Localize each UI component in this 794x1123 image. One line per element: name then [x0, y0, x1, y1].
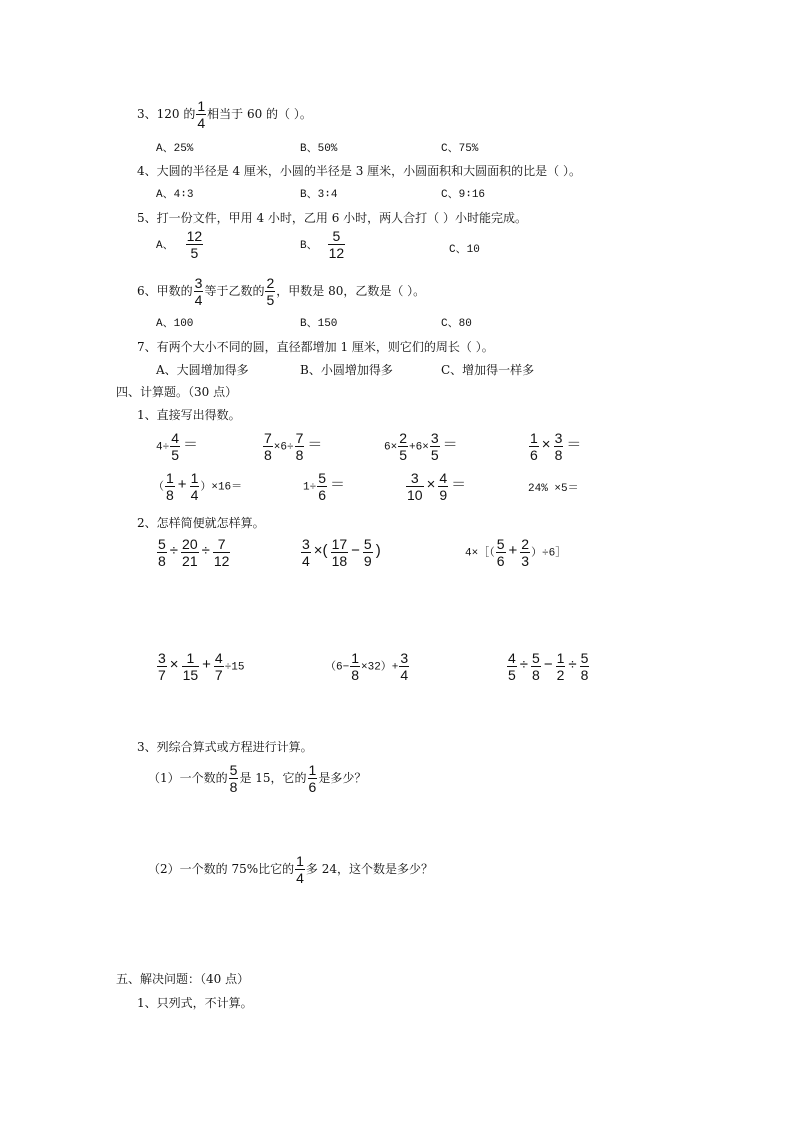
simplify-expr-1: $\frac{5}{8}$ ÷ $\frac{20}{21}$ ÷ $\frac{7}{12}$ — [158, 536, 230, 569]
q5-option-b[interactable]: B、 $\frac{5}{12}$ — [300, 228, 345, 261]
fraction: $\frac{7}{8}$ — [295, 430, 304, 463]
fraction: $\frac{1}{8}$ — [351, 650, 359, 683]
fraction: $\frac{17}{18}$ — [331, 536, 348, 569]
simplify-expr-5: （6− $\frac{1}{8}$ ×32）+ $\frac{3}{4}$ — [325, 650, 409, 683]
section-5-sub-1: 1、只列式，不计算。 — [137, 996, 253, 1010]
fraction: $\frac{5}{9}$ — [363, 536, 372, 569]
word-problem-2: （2）一个数的 75%比它的 $\frac{1}{4}$ 多 24，这个数是多少？ — [148, 853, 434, 886]
q6-fraction-1: $\frac{3}{4}$ — [194, 275, 203, 308]
direct-expr-2: $\frac{7}{8}$ ×6÷ $\frac{7}{8}$ ＝ — [264, 430, 323, 463]
fraction: $\frac{5}{6}$ — [318, 470, 326, 503]
fraction: $\frac{2}{5}$ — [399, 430, 407, 463]
q5-option-c[interactable]: C、10 — [449, 244, 480, 256]
q3-fraction: $\frac{1}{4}$ — [197, 98, 206, 131]
fraction: $\frac{7}{8}$ — [264, 430, 272, 463]
fraction: $\frac{1}{4}$ — [296, 853, 304, 886]
fraction: $\frac{5}{8}$ — [532, 650, 540, 683]
q7-option-c[interactable]: C、增加得一样多 — [441, 363, 535, 377]
fraction: $\frac{5}{6}$ — [496, 536, 505, 569]
fraction: $\frac{20}{21}$ — [182, 536, 198, 569]
section-4-sub-1: 1、直接写出得数。 — [137, 408, 241, 422]
fraction: $\frac{1}{4}$ — [190, 470, 199, 503]
fraction: $\frac{5}{8}$ — [229, 762, 238, 795]
direct-expr-3: 6× $\frac{2}{5}$ +6× $\frac{3}{5}$ ＝ — [384, 430, 458, 463]
simplify-expr-6: $\frac{4}{5}$ ÷ $\frac{5}{8}$ − $\frac{1}{2}$ ÷ $\frac{5}{8}$ — [508, 650, 589, 683]
simplify-expr-2: $\frac{3}{4}$ ×( $\frac{17}{18}$ − $\frac{5}{9}$ ) — [302, 536, 381, 569]
q6-option-a[interactable]: A、100 — [156, 318, 194, 330]
direct-expr-8: 24% ×5＝ — [528, 483, 579, 495]
fraction: $\frac{3}{8}$ — [554, 430, 563, 463]
q5-option-b-fraction: $\frac{5}{12}$ — [328, 228, 345, 261]
q3-suffix: 相当于 60 的（ ）。 — [207, 107, 312, 121]
fraction: $\frac{4}{7}$ — [214, 650, 223, 683]
section-4-sub-3: 3、列综合算式或方程进行计算。 — [137, 740, 313, 754]
fraction: $\frac{3}{4}$ — [302, 536, 310, 569]
question-5: 5、打一份文件，甲用 4 小时，乙用 6 小时，两人合打（ ）小时能完成。 — [137, 211, 527, 225]
fraction: $\frac{4}{5}$ — [508, 650, 516, 683]
fraction: $\frac{2}{3}$ — [521, 536, 530, 569]
q7-option-b[interactable]: B、小圆增加得多 — [300, 363, 393, 377]
simplify-expr-4: $\frac{3}{7}$ × $\frac{1}{15}$ + $\frac{4}{7}$ ÷15 — [158, 650, 245, 683]
direct-expr-1: 4÷ $\frac{4}{5}$ ＝ — [156, 430, 199, 463]
q4-option-b[interactable]: B、3∶4 — [300, 189, 338, 201]
direct-expr-4: $\frac{1}{6}$ × $\frac{3}{8}$ ＝ — [530, 430, 582, 463]
fraction: $\frac{1}{2}$ — [556, 650, 565, 683]
fraction: $\frac{1}{8}$ — [166, 470, 174, 503]
fraction: $\frac{3}{4}$ — [400, 650, 409, 683]
fraction: $\frac{5}{8}$ — [580, 650, 589, 683]
fraction: $\frac{3}{5}$ — [430, 430, 439, 463]
simplify-expr-3: 4×［（ $\frac{5}{6}$ + $\frac{2}{3}$ ）÷6］ — [465, 536, 567, 569]
q4-option-c[interactable]: C、9∶16 — [441, 189, 486, 201]
question-4: 4、大圆的半径是 4 厘米，小圆的半径是 3 厘米，小圆面积和大圆面积的比是（ ）。 — [137, 164, 581, 178]
fraction: $\frac{3}{7}$ — [158, 650, 166, 683]
fraction: $\frac{5}{8}$ — [158, 536, 166, 569]
fraction: $\frac{7}{12}$ — [213, 536, 230, 569]
fraction: $\frac{1}{15}$ — [182, 650, 199, 683]
q5-option-a[interactable]: A、 $\frac{12}{5}$ — [156, 228, 203, 261]
q6-fraction-2: $\frac{2}{5}$ — [266, 275, 275, 308]
question-6: 6、甲数的 $\frac{3}{4}$ 等于乙数的 $\frac{2}{5}$ ，甲数是 80，乙数是（ ）。 — [137, 275, 426, 308]
q3-prefix: 3、120 的 — [137, 107, 196, 121]
direct-expr-6: 1÷ $\frac{5}{6}$ ＝ — [303, 470, 346, 503]
q6-option-c[interactable]: C、80 — [441, 318, 472, 330]
direct-expr-7: $\frac{3}{10}$ × $\frac{4}{9}$ ＝ — [407, 470, 467, 503]
q3-option-a[interactable]: A、25% — [156, 143, 194, 155]
section-4-title: 四、计算题。（30 点） — [116, 385, 238, 399]
q3-option-c[interactable]: C、75% — [441, 143, 479, 155]
question-3 — [137, 98, 312, 131]
direct-expr-5: （ $\frac{1}{8}$ + $\frac{1}{4}$ ）×16＝ — [153, 470, 243, 503]
question-7: 7、有两个大小不同的圆，直径都增加 1 厘米，则它们的周长（ ）。 — [137, 340, 494, 354]
q4-option-a[interactable]: A、4∶3 — [156, 189, 194, 201]
section-5-title: 五、解决问题：（40 点） — [116, 972, 250, 986]
fraction: $\frac{3}{10}$ — [407, 470, 423, 503]
q6-option-b[interactable]: B、150 — [300, 318, 338, 330]
word-problem-1: （1）一个数的 $\frac{5}{8}$ 是 15，它的 $\frac{1}{6}$ 是多少？ — [148, 762, 367, 795]
fraction: $\frac{1}{6}$ — [308, 762, 317, 795]
q3-option-b[interactable]: B、50% — [300, 143, 338, 155]
fraction: $\frac{4}{9}$ — [439, 470, 448, 503]
section-4-sub-2: 2、怎样简便就怎样算。 — [137, 516, 265, 530]
fraction: $\frac{1}{6}$ — [530, 430, 538, 463]
q7-option-a[interactable]: A、大圆增加得多 — [156, 363, 249, 377]
fraction: $\frac{4}{5}$ — [171, 430, 179, 463]
q5-option-a-fraction: $\frac{12}{5}$ — [186, 228, 203, 261]
